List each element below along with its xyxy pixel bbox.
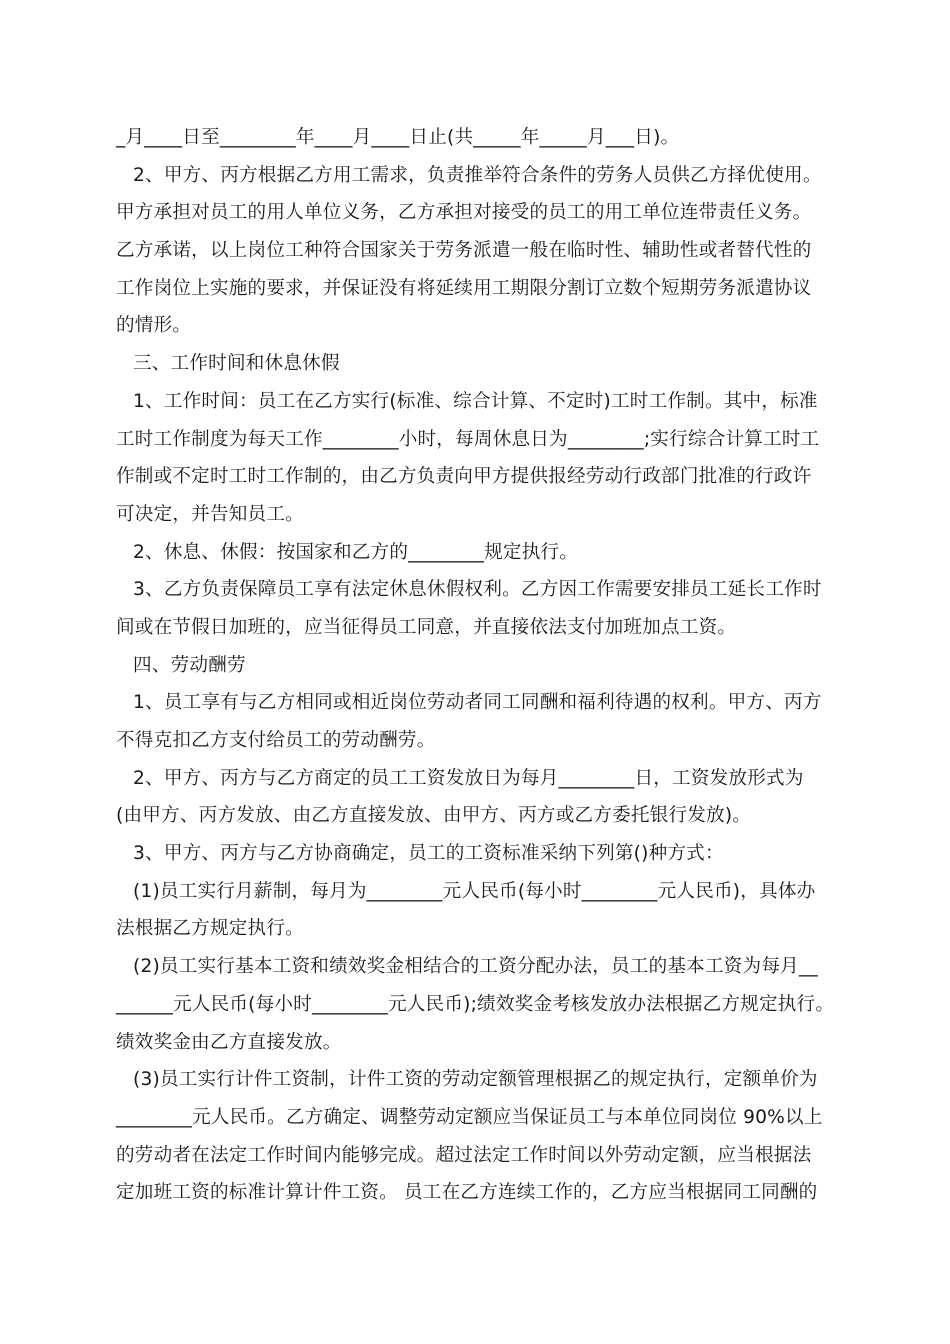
document-line: 2、休息、休假：按国家和乙方的________规定执行。 — [133, 541, 579, 563]
document-line: 3、乙方负责保障员工享有法定休息休假权利。乙方因工作需要安排员工延长工作时 — [133, 579, 822, 601]
document-line: 3、甲方、丙方与乙方协商确定，员工的工资标准采纳下列第()种方式： — [133, 843, 724, 865]
document-line: (2)员工实行基本工资和绩效奖金相结合的工资分配办法，员工的基本工资为每月__ — [133, 956, 818, 978]
document-line: (1)员工实行月薪制，每月为________元人民币(每小时________元人民币)，具体办 — [133, 880, 816, 902]
document-line: 不得克扣乙方支付给员工的劳动酬劳。 — [116, 730, 436, 751]
document-line: 定加班工资的标准计算计件工资。 员工在乙方连续工作的，乙方应当根据同工同酬的 — [116, 1182, 818, 1204]
document-line: 绩效奖金由乙方直接发放。 — [116, 1031, 342, 1053]
document-line: ______元人民币(每小时________元人民币);绩效奖金考核发放办法根据乙方规定执行。 — [116, 993, 835, 1015]
document-line: 2、甲方、丙方根据乙方用工需求，负责推举符合条件的劳务人员供乙方择优使用。 — [133, 164, 822, 186]
document-line: 四、劳动酬劳 — [133, 654, 246, 676]
document-line: 作制或不定时工时工作制的，由乙方负责向甲方提供报经劳动行政部门批准的行政许 — [116, 466, 812, 488]
document-line: 可决定，并告知员工。 — [116, 503, 304, 525]
document-line: 2、甲方、丙方与乙方商定的员工工资发放日为每月________日，工资发放形式为 — [133, 767, 804, 789]
document-line: 1、员工享有与乙方相同或相近岗位劳动者同工同酬和福利待遇的权利。甲方、丙方 — [133, 692, 822, 714]
document-line: 三、工作时间和休息休假 — [133, 353, 340, 375]
document-line: 工时工作制度为每天工作________小时，每周休息日为________;实行综合计算工时工 — [116, 428, 820, 450]
document-line: _月____日至________年____月____日止(共_____年_____月___日)。 — [116, 127, 680, 148]
document-line: 的情形。 — [116, 315, 192, 337]
document-line: 乙方承诺，以上岗位工种符合国家关于劳务派遣一般在临时性、辅助性或者替代性的 — [116, 240, 812, 262]
document-line: (3)员工实行计件工资制，计件工资的劳动定额管理根据乙的规定执行，定额单价为 — [133, 1069, 818, 1091]
document-line: 间或在节假日加班的，应当征得员工同意，并直接依法支付加班加点工资。 — [116, 616, 737, 638]
document-body — [116, 119, 836, 1212]
document-line: (由甲方、丙方发放、由乙方直接发放、由甲方、丙方或乙方委托银行发放)。 — [116, 805, 752, 827]
document-line: 的劳动者在法定工作时间内能够完成。超过法定工作时间以外劳动定额，应当根据法 — [116, 1144, 812, 1166]
document-line: 法根据乙方规定执行。 — [116, 918, 304, 940]
document-line: ________元人民币。乙方确定、调整劳动定额应当保证员工与本单位同岗位 90%以上 — [116, 1106, 823, 1128]
document-line: 1、工作时间：员工在乙方实行(标准、综合计算、不定时)工时工作制。其中，标准 — [133, 390, 818, 412]
document-line: 工作岗位上实施的要求，并保证没有将延续用工期限分割订立数个短期劳务派遣协议 — [116, 277, 812, 299]
document-line: 甲方承担对员工的用人单位义务，乙方承担对接受的员工的用工单位连带责任义务。 — [116, 202, 812, 224]
